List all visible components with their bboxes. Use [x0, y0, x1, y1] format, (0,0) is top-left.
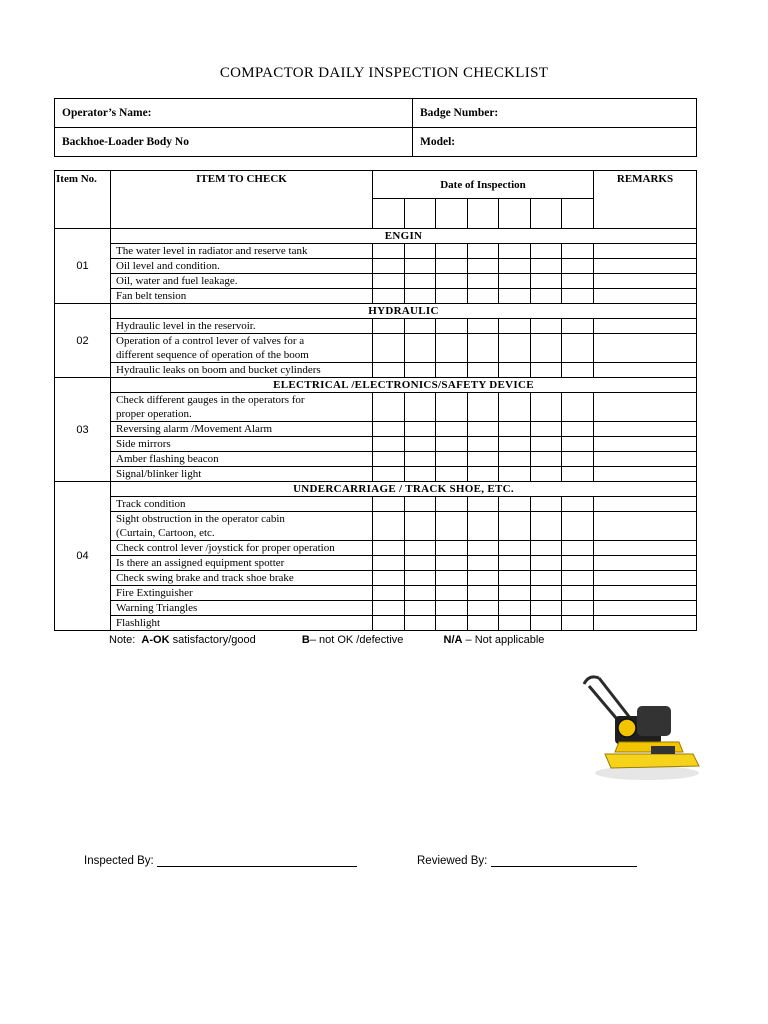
- date-check-cell[interactable]: [499, 497, 531, 512]
- date-check-cell[interactable]: [531, 452, 562, 467]
- remarks-cell[interactable]: [594, 244, 697, 259]
- section-title-hydraulic: HYDRAULIC: [111, 304, 697, 319]
- date-check-cell[interactable]: [468, 512, 499, 541]
- date-check-cell[interactable]: [405, 467, 436, 482]
- date-check-cell[interactable]: [373, 319, 405, 334]
- date-check-cell[interactable]: [531, 541, 562, 556]
- date-cell[interactable]: [405, 199, 436, 229]
- date-check-cell[interactable]: [436, 334, 468, 363]
- check-item: Amber flashing beacon: [111, 452, 373, 467]
- date-check-cell[interactable]: [499, 319, 531, 334]
- date-check-cell[interactable]: [531, 274, 562, 289]
- date-check-cell[interactable]: [468, 586, 499, 601]
- date-check-cell[interactable]: [405, 556, 436, 571]
- date-check-cell[interactable]: [499, 601, 531, 616]
- check-row: [55, 497, 697, 512]
- date-check-cell[interactable]: [499, 244, 531, 259]
- date-check-cell[interactable]: [562, 259, 594, 274]
- remarks-cell[interactable]: [594, 259, 697, 274]
- date-check-cell[interactable]: [373, 512, 405, 541]
- date-check-cell[interactable]: [405, 363, 436, 378]
- check-item-line: Sight obstruction in the operator cabin: [116, 513, 285, 525]
- operator-info-table: [54, 98, 697, 157]
- check-item: Fan belt tension: [111, 289, 373, 304]
- check-item: Side mirrors: [111, 437, 373, 452]
- date-check-cell[interactable]: [562, 334, 594, 363]
- item-number: 01: [55, 229, 111, 304]
- date-check-cell[interactable]: [562, 437, 594, 452]
- date-check-cell[interactable]: [531, 497, 562, 512]
- date-check-cell[interactable]: [562, 289, 594, 304]
- date-check-cell[interactable]: [373, 259, 405, 274]
- date-check-cell[interactable]: [562, 422, 594, 437]
- inspected-by-signature: [84, 854, 357, 867]
- body-no-field[interactable]: Backhoe-Loader Body No: [55, 128, 413, 157]
- remarks-cell[interactable]: [594, 274, 697, 289]
- date-check-cell[interactable]: [562, 616, 594, 631]
- date-check-cell[interactable]: [499, 571, 531, 586]
- check-row: [55, 437, 697, 452]
- date-check-cell[interactable]: [562, 452, 594, 467]
- date-check-cell[interactable]: [562, 556, 594, 571]
- date-check-cell[interactable]: [373, 541, 405, 556]
- date-check-cell[interactable]: [531, 244, 562, 259]
- date-check-cell[interactable]: [499, 586, 531, 601]
- date-check-cell[interactable]: [405, 512, 436, 541]
- date-check-cell[interactable]: [468, 393, 499, 422]
- model-field[interactable]: Model:: [413, 128, 697, 157]
- date-check-cell[interactable]: [562, 274, 594, 289]
- date-check-cell[interactable]: [562, 497, 594, 512]
- check-row: [55, 244, 697, 259]
- note-a-code: A-OK: [141, 634, 170, 646]
- inspection-table: [54, 170, 697, 631]
- date-check-cell[interactable]: [436, 601, 468, 616]
- date-check-cell[interactable]: [468, 334, 499, 363]
- item-no-header: Item No.: [55, 171, 111, 229]
- date-check-cell[interactable]: [373, 616, 405, 631]
- date-cell[interactable]: [436, 199, 468, 229]
- check-row: [55, 541, 697, 556]
- operator-name-field[interactable]: Operator’s Name:: [55, 99, 413, 128]
- date-check-cell[interactable]: [468, 289, 499, 304]
- date-check-cell[interactable]: [499, 334, 531, 363]
- date-check-cell[interactable]: [562, 363, 594, 378]
- remarks-cell[interactable]: [594, 512, 697, 541]
- date-check-cell[interactable]: [436, 259, 468, 274]
- date-check-cell[interactable]: [405, 601, 436, 616]
- remarks-cell[interactable]: [594, 289, 697, 304]
- date-check-cell[interactable]: [499, 422, 531, 437]
- remarks-cell[interactable]: [594, 601, 697, 616]
- plate-compactor-image: [575, 668, 705, 788]
- date-check-cell[interactable]: [436, 556, 468, 571]
- check-item-line: (Curtain, Cartoon, etc.: [116, 527, 215, 539]
- date-check-cell[interactable]: [373, 497, 405, 512]
- date-check-cell[interactable]: [468, 467, 499, 482]
- check-row: [55, 422, 697, 437]
- check-item: Flashlight: [111, 616, 373, 631]
- check-item-line: Operation of a control lever of valves for a: [116, 335, 305, 347]
- date-check-cell[interactable]: [405, 334, 436, 363]
- date-check-cell[interactable]: [562, 586, 594, 601]
- remarks-cell[interactable]: [594, 437, 697, 452]
- date-check-cell[interactable]: [468, 244, 499, 259]
- check-item: The water level in radiator and reserve tank: [111, 244, 373, 259]
- date-check-cell[interactable]: [405, 616, 436, 631]
- date-check-cell[interactable]: [436, 467, 468, 482]
- date-check-cell[interactable]: [436, 437, 468, 452]
- date-check-cell[interactable]: [531, 319, 562, 334]
- date-check-cell[interactable]: [468, 452, 499, 467]
- date-check-cell[interactable]: [405, 571, 436, 586]
- date-check-cell[interactable]: [499, 289, 531, 304]
- date-cell[interactable]: [499, 199, 531, 229]
- remarks-cell[interactable]: [594, 334, 697, 363]
- check-item: [111, 512, 373, 541]
- check-item-line: proper operation.: [116, 408, 192, 420]
- date-check-cell[interactable]: [499, 437, 531, 452]
- date-check-cell[interactable]: [436, 319, 468, 334]
- reviewed-by-label: Reviewed By:: [417, 855, 488, 867]
- remarks-cell[interactable]: [594, 541, 697, 556]
- check-item: Signal/blinker light: [111, 467, 373, 482]
- check-row: [55, 363, 697, 378]
- remarks-cell[interactable]: [594, 452, 697, 467]
- check-item: Warning Triangles: [111, 601, 373, 616]
- date-check-cell[interactable]: [499, 541, 531, 556]
- note-b-code: B: [301, 634, 310, 646]
- remarks-header: REMARKS: [594, 171, 697, 229]
- check-item: Check control lever /joystick for proper operation: [111, 541, 373, 556]
- date-check-cell[interactable]: [373, 422, 405, 437]
- date-check-cell[interactable]: [531, 437, 562, 452]
- remarks-cell[interactable]: [594, 556, 697, 571]
- date-check-cell[interactable]: [373, 274, 405, 289]
- date-check-cell[interactable]: [468, 616, 499, 631]
- section-title-electrical: ELECTRICAL /ELECTRONICS/SAFETY DEVICE: [111, 378, 697, 393]
- date-check-cell[interactable]: [499, 274, 531, 289]
- date-check-cell[interactable]: [531, 512, 562, 541]
- check-item-line: different sequence of operation of the boom: [116, 349, 309, 361]
- date-cell[interactable]: [531, 199, 562, 229]
- date-check-cell[interactable]: [436, 363, 468, 378]
- date-cell[interactable]: [468, 199, 499, 229]
- remarks-cell[interactable]: [594, 393, 697, 422]
- section-title-engine: ENGIN: [111, 229, 697, 244]
- date-check-cell[interactable]: [468, 497, 499, 512]
- check-item: Track condition: [111, 497, 373, 512]
- date-check-cell[interactable]: [436, 571, 468, 586]
- date-check-cell[interactable]: [562, 512, 594, 541]
- reviewed-by-signature: [417, 854, 637, 867]
- check-row: [55, 274, 697, 289]
- date-check-cell[interactable]: [531, 556, 562, 571]
- date-check-cell[interactable]: [499, 616, 531, 631]
- date-check-cell[interactable]: [373, 452, 405, 467]
- date-check-cell[interactable]: [468, 571, 499, 586]
- date-check-cell[interactable]: [436, 541, 468, 556]
- note-na-text: – Not applicable: [462, 634, 545, 646]
- section-title-undercarriage: UNDERCARRIAGE / TRACK SHOE, ETC.: [111, 482, 697, 497]
- check-item: [111, 334, 373, 363]
- check-item: Hydraulic leaks on boom and bucket cylinders: [111, 363, 373, 378]
- item-to-check-header: ITEM TO CHECK: [111, 171, 373, 229]
- item-number: 03: [55, 378, 111, 482]
- check-row: [55, 452, 697, 467]
- check-row: [55, 259, 697, 274]
- date-check-cell[interactable]: [468, 363, 499, 378]
- check-row: [55, 467, 697, 482]
- check-item: [111, 393, 373, 422]
- date-check-cell[interactable]: [373, 601, 405, 616]
- remarks-cell[interactable]: [594, 571, 697, 586]
- note-prefix: Note:: [109, 634, 136, 646]
- date-check-cell[interactable]: [468, 274, 499, 289]
- badge-number-field[interactable]: Badge Number:: [413, 99, 697, 128]
- remarks-cell[interactable]: [594, 586, 697, 601]
- date-cell[interactable]: [373, 199, 405, 229]
- date-check-cell[interactable]: [373, 289, 405, 304]
- inspected-by-line[interactable]: [157, 854, 357, 867]
- date-check-cell[interactable]: [562, 244, 594, 259]
- check-row: [55, 571, 697, 586]
- date-check-cell[interactable]: [405, 541, 436, 556]
- date-check-cell[interactable]: [531, 601, 562, 616]
- date-check-cell[interactable]: [562, 467, 594, 482]
- date-check-cell[interactable]: [562, 541, 594, 556]
- date-check-cell[interactable]: [531, 363, 562, 378]
- reviewed-by-line[interactable]: [491, 854, 637, 867]
- item-number: 04: [55, 482, 111, 631]
- check-item: Hydraulic level in the reservoir.: [111, 319, 373, 334]
- date-check-cell[interactable]: [499, 393, 531, 422]
- check-item: Fire Extinguisher: [111, 586, 373, 601]
- date-check-cell[interactable]: [436, 274, 468, 289]
- date-check-cell[interactable]: [373, 393, 405, 422]
- date-check-cell[interactable]: [468, 259, 499, 274]
- date-check-cell[interactable]: [405, 586, 436, 601]
- date-check-cell[interactable]: [468, 541, 499, 556]
- remarks-cell[interactable]: [594, 497, 697, 512]
- check-item: Reversing alarm /Movement Alarm: [111, 422, 373, 437]
- date-check-cell[interactable]: [499, 259, 531, 274]
- date-check-cell[interactable]: [373, 556, 405, 571]
- date-check-cell[interactable]: [499, 467, 531, 482]
- check-item: Check swing brake and track shoe brake: [111, 571, 373, 586]
- note-a-text: satisfactory/good: [169, 634, 256, 646]
- date-check-cell[interactable]: [436, 244, 468, 259]
- date-check-cell[interactable]: [531, 289, 562, 304]
- date-check-cell[interactable]: [436, 393, 468, 422]
- date-check-cell[interactable]: [562, 571, 594, 586]
- remarks-cell[interactable]: [594, 363, 697, 378]
- date-check-cell[interactable]: [373, 244, 405, 259]
- date-check-cell[interactable]: [373, 437, 405, 452]
- date-check-cell[interactable]: [405, 289, 436, 304]
- date-check-cell[interactable]: [499, 512, 531, 541]
- date-check-cell[interactable]: [405, 393, 436, 422]
- date-check-cell[interactable]: [405, 437, 436, 452]
- remarks-cell[interactable]: [594, 467, 697, 482]
- check-row: [55, 334, 697, 363]
- note-na-code: N/A: [443, 634, 463, 646]
- check-row: [55, 289, 697, 304]
- date-check-cell[interactable]: [531, 467, 562, 482]
- date-check-cell[interactable]: [405, 497, 436, 512]
- check-row: [55, 556, 697, 571]
- item-number: 02: [55, 304, 111, 378]
- check-item: Is there an assigned equipment spotter: [111, 556, 373, 571]
- date-check-cell[interactable]: [531, 393, 562, 422]
- date-check-cell[interactable]: [468, 556, 499, 571]
- remarks-cell[interactable]: [594, 616, 697, 631]
- date-check-cell[interactable]: [436, 289, 468, 304]
- date-check-cell[interactable]: [373, 467, 405, 482]
- date-check-cell[interactable]: [373, 586, 405, 601]
- date-check-cell[interactable]: [436, 586, 468, 601]
- date-check-cell[interactable]: [499, 556, 531, 571]
- date-check-cell[interactable]: [562, 601, 594, 616]
- check-item-line: Check different gauges in the operators for: [116, 394, 305, 406]
- date-cell[interactable]: [562, 199, 594, 229]
- date-check-cell[interactable]: [405, 422, 436, 437]
- date-check-cell[interactable]: [405, 259, 436, 274]
- date-check-cell[interactable]: [531, 586, 562, 601]
- date-check-cell[interactable]: [373, 363, 405, 378]
- date-check-cell[interactable]: [373, 571, 405, 586]
- date-check-cell[interactable]: [436, 497, 468, 512]
- check-item: Oil, water and fuel leakage.: [111, 274, 373, 289]
- date-check-cell[interactable]: [468, 422, 499, 437]
- date-check-cell[interactable]: [531, 334, 562, 363]
- inspected-by-label: Inspected By:: [84, 855, 154, 867]
- check-row: [55, 601, 697, 616]
- date-check-cell[interactable]: [499, 363, 531, 378]
- remarks-cell[interactable]: [594, 422, 697, 437]
- date-check-cell[interactable]: [436, 452, 468, 467]
- check-row: [55, 512, 697, 541]
- date-check-cell[interactable]: [531, 571, 562, 586]
- check-row: [55, 319, 697, 334]
- date-check-cell[interactable]: [562, 319, 594, 334]
- page-title: COMPACTOR DAILY INSPECTION CHECKLIST: [219, 65, 549, 81]
- date-of-inspection-header: Date of Inspection: [373, 171, 594, 199]
- date-check-cell[interactable]: [468, 601, 499, 616]
- date-check-cell[interactable]: [405, 274, 436, 289]
- date-check-cell[interactable]: [531, 422, 562, 437]
- date-check-cell[interactable]: [531, 616, 562, 631]
- date-check-cell[interactable]: [436, 616, 468, 631]
- date-check-cell[interactable]: [499, 452, 531, 467]
- check-row: [55, 616, 697, 631]
- date-check-cell[interactable]: [373, 334, 405, 363]
- date-check-cell[interactable]: [405, 319, 436, 334]
- date-check-cell[interactable]: [405, 452, 436, 467]
- note-b-text: – not OK /defective: [309, 634, 404, 646]
- remarks-cell[interactable]: [594, 319, 697, 334]
- date-check-cell[interactable]: [468, 319, 499, 334]
- date-check-cell[interactable]: [562, 393, 594, 422]
- check-row: [55, 586, 697, 601]
- check-item: Oil level and condition.: [111, 259, 373, 274]
- date-check-cell[interactable]: [468, 437, 499, 452]
- date-check-cell[interactable]: [436, 512, 468, 541]
- date-check-cell[interactable]: [405, 244, 436, 259]
- date-check-cell[interactable]: [436, 422, 468, 437]
- legend-note: [109, 634, 544, 646]
- check-row: [55, 393, 697, 422]
- date-check-cell[interactable]: [531, 259, 562, 274]
